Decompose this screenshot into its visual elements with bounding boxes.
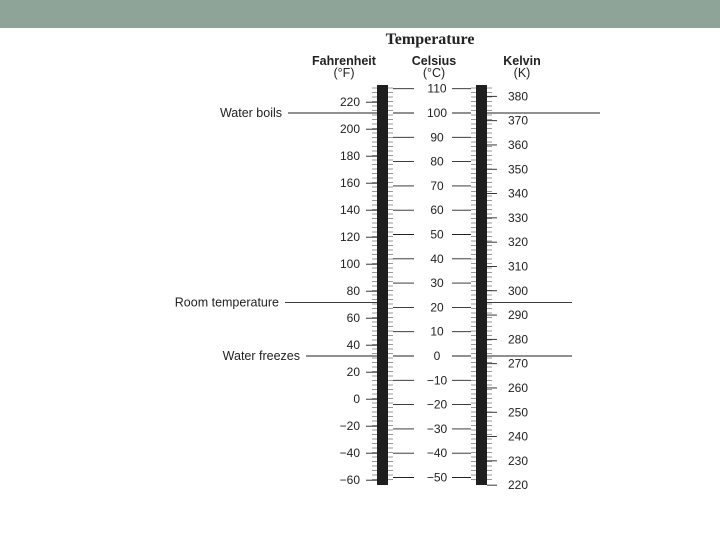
reference-label: Room temperature xyxy=(174,295,279,310)
fahrenheit-tick-label: 20 xyxy=(346,365,360,380)
kelvin-header: Kelvin xyxy=(503,54,541,68)
fahrenheit-tick-label: 220 xyxy=(339,95,360,110)
diagram-title: Temperature xyxy=(385,31,475,48)
celsius-tick-label: 50 xyxy=(430,227,444,242)
fahrenheit-bar xyxy=(377,85,388,485)
fahrenheit-tick-label: 120 xyxy=(339,230,360,245)
celsius-header: Celsius xyxy=(411,54,457,68)
fahrenheit-tick-label: 100 xyxy=(339,257,360,272)
fahrenheit-tick-label: 200 xyxy=(339,122,360,137)
fahrenheit-tick-label: 40 xyxy=(346,338,360,353)
celsius-tick-label: −40 xyxy=(426,446,448,461)
celsius-tick-label: 80 xyxy=(430,154,444,169)
kelvin-unit: (K) xyxy=(513,66,531,80)
kelvin-tick-label: 330 xyxy=(508,210,529,225)
celsius-tick-label: 110 xyxy=(427,81,447,96)
fahrenheit-tick-label: 140 xyxy=(339,203,360,218)
celsius-tick-label: −10 xyxy=(426,373,448,388)
fahrenheit-tick-label: 180 xyxy=(339,149,360,164)
kelvin-tick-label: 380 xyxy=(508,89,529,104)
celsius-tick-label: 90 xyxy=(430,130,444,145)
celsius-tick-label: 20 xyxy=(430,300,444,315)
kelvin-tick-label: 260 xyxy=(508,380,529,395)
celsius-tick-label: −20 xyxy=(426,397,448,412)
kelvin-tick-label: 350 xyxy=(508,162,529,177)
kelvin-tick-label: 240 xyxy=(508,429,529,444)
celsius-tick-label: 70 xyxy=(430,178,444,193)
kelvin-bar xyxy=(476,85,487,485)
celsius-tick-label: 10 xyxy=(430,324,444,339)
celsius-tick-label: −30 xyxy=(426,421,448,436)
kelvin-tick-label: 250 xyxy=(508,405,529,420)
fahrenheit-tick-label: 0 xyxy=(353,392,360,407)
fahrenheit-tick-label: 60 xyxy=(346,311,360,326)
kelvin-tick-label: 360 xyxy=(508,137,529,152)
celsius-unit: (°C) xyxy=(422,66,446,80)
celsius-tick-label: 40 xyxy=(430,251,444,266)
kelvin-tick-label: 340 xyxy=(508,186,529,201)
fahrenheit-header: Fahrenheit xyxy=(312,54,376,68)
fahrenheit-tick-label: −20 xyxy=(339,419,360,434)
fahrenheit-tick-label: −40 xyxy=(339,446,360,461)
celsius-tick-label: 30 xyxy=(430,276,444,291)
kelvin-tick-label: 300 xyxy=(508,283,529,298)
kelvin-tick-label: 280 xyxy=(508,332,529,347)
celsius-tick-label: 0 xyxy=(433,349,441,363)
celsius-tick-label: 60 xyxy=(430,203,444,218)
fahrenheit-tick-label: 80 xyxy=(346,284,360,299)
kelvin-tick-label: 270 xyxy=(508,356,529,371)
kelvin-tick-label: 220 xyxy=(508,478,529,493)
reference-label: Water boils xyxy=(219,106,282,120)
fahrenheit-tick-label: −60 xyxy=(339,473,360,488)
fahrenheit-unit: (°F) xyxy=(333,66,355,80)
kelvin-tick-label: 310 xyxy=(508,259,529,274)
celsius-tick-label: 100 xyxy=(426,106,448,120)
celsius-tick-label: −50 xyxy=(426,470,448,485)
fahrenheit-tick-label: 160 xyxy=(339,176,360,191)
kelvin-tick-label: 230 xyxy=(508,453,529,468)
kelvin-tick-label: 320 xyxy=(508,235,529,250)
kelvin-tick-label: 290 xyxy=(508,308,529,323)
reference-label: Water freezes xyxy=(222,349,300,363)
kelvin-tick-label: 370 xyxy=(508,113,529,128)
